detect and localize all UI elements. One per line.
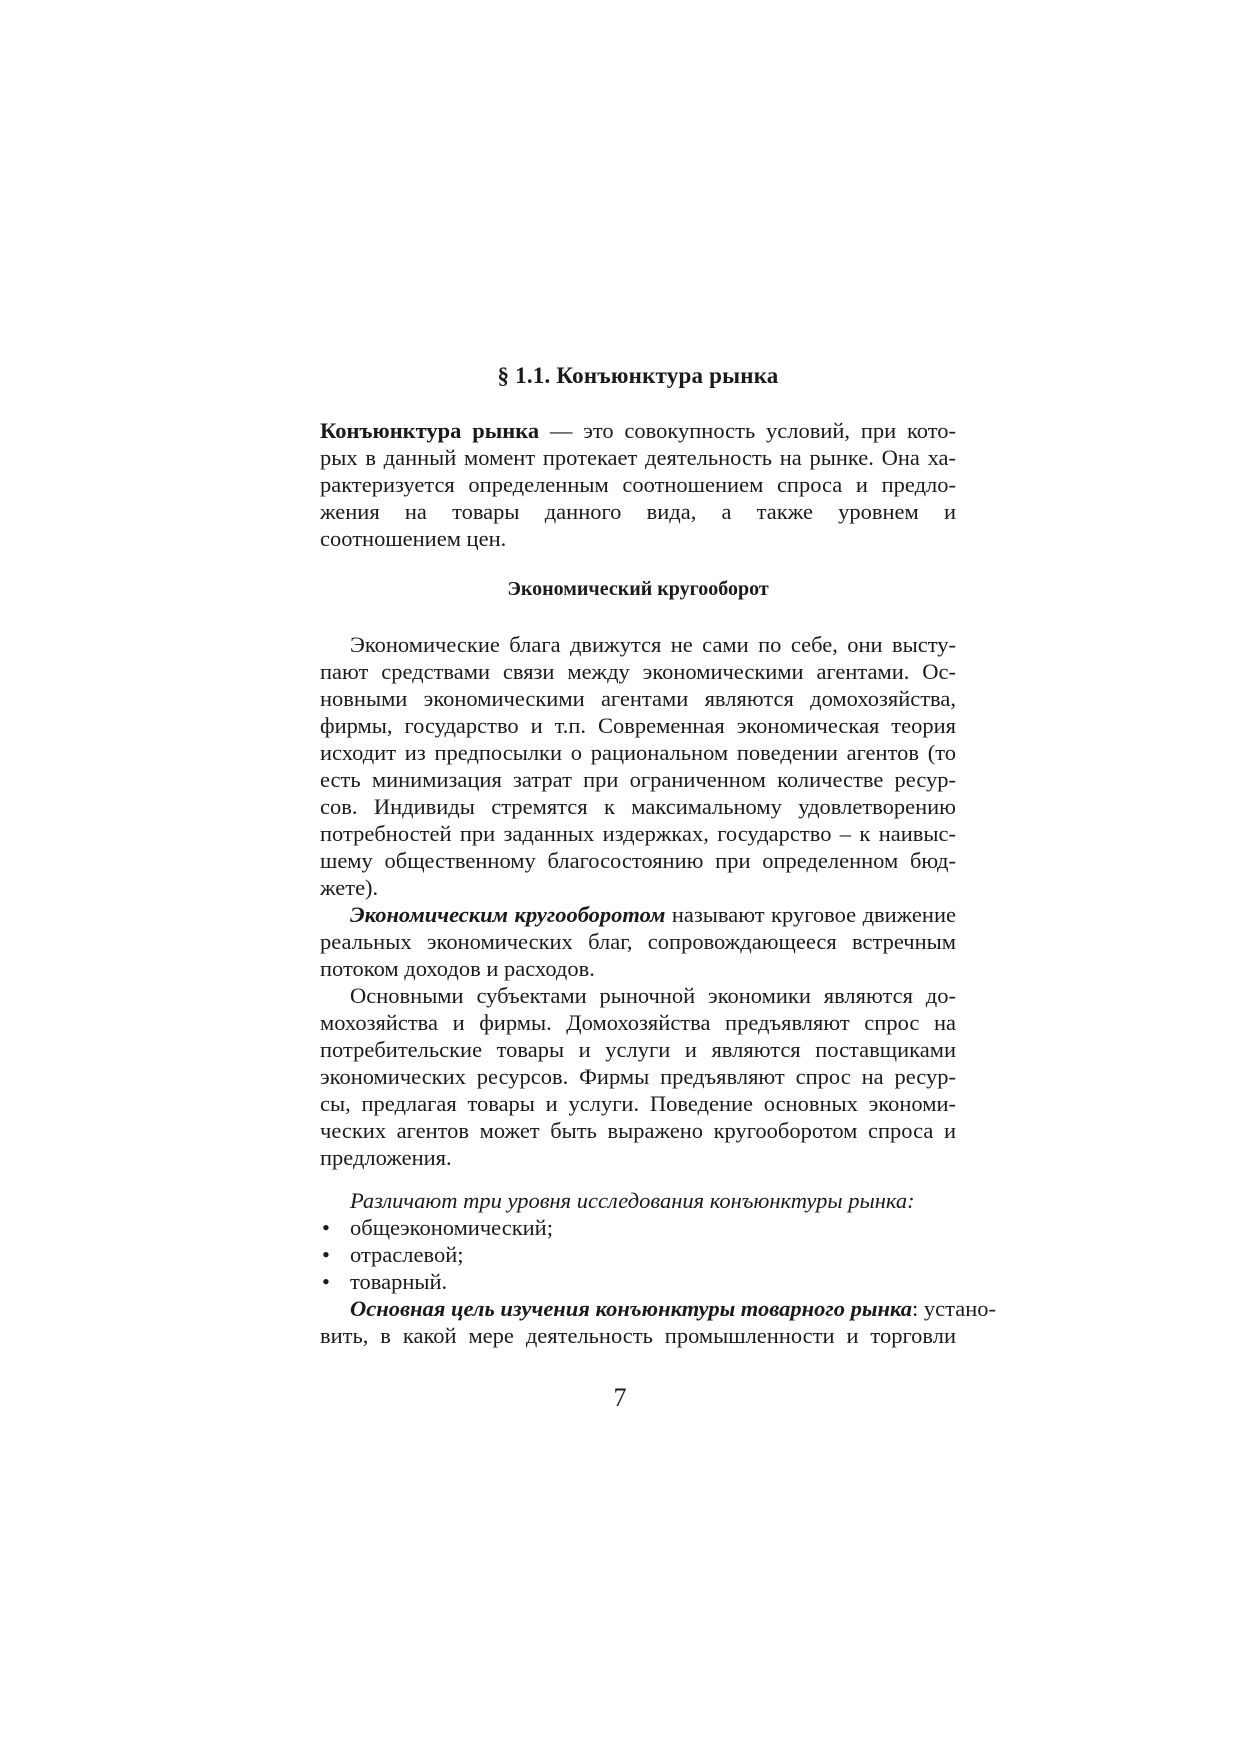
paragraph-agents: [320, 631, 956, 901]
para3-line: экономических ресурсов. Фирмы предъявляют спрос на ресур-: [320, 1064, 956, 1089]
levels-intro-text: Различают три уровня исследования конъюнктуры рынка:: [350, 1188, 915, 1213]
para2-line-1-text: называют круговое движение: [665, 902, 956, 927]
para1-line: шему общественному благосостоянию при определенном бюд-: [320, 848, 956, 873]
para3-line: предложения.: [320, 1145, 452, 1170]
para1-line: потребностей при заданных издержках, государство – к наивыс-: [320, 821, 956, 846]
intro-line-2: рых в данный момент протекает деятельность на рынке. Она ха-: [320, 445, 956, 470]
bullet-icon: •: [322, 1215, 330, 1240]
list-item: [320, 1214, 956, 1241]
intro-line-4: жения на товары данного вида, а также уровнем и: [320, 499, 956, 524]
page-number: 7: [613, 1383, 627, 1412]
levels-list: [320, 1214, 956, 1295]
para3-line: мохозяйства и фирмы. Домохозяйства предъявляют спрос на: [320, 1010, 956, 1035]
list-item-text: отраслевой;: [350, 1242, 464, 1267]
goal-line-1-text: : устано-: [912, 1296, 997, 1321]
goal-line-1: [320, 1295, 997, 1322]
spacer: [320, 1171, 956, 1187]
bullet-icon: •: [322, 1269, 330, 1294]
intro-line-1: [320, 417, 956, 444]
paragraph-circular-flow: [320, 901, 956, 982]
list-item: [320, 1268, 956, 1295]
para1-line: есть минимизация затрат при ограниченном количестве ресур-: [320, 767, 956, 792]
para2-line-3: потоком доходов и расходов.: [320, 956, 595, 981]
list-item: [320, 1241, 956, 1268]
para1-line: исходит из предпосылки о рациональном поведении агентов (то: [320, 740, 956, 765]
intro-line-5: соотношением цен.: [320, 526, 507, 551]
para3-line: Основными субъектами рыночной экономики являются до-: [350, 983, 956, 1008]
para2-line-2: реальных экономических благ, сопровождающееся встречным: [320, 929, 956, 954]
list-item-text: товарный.: [350, 1269, 448, 1294]
para3-line: ческих агентов может быть выражено кругооборотом спроса и: [320, 1118, 956, 1143]
para1-line: жете).: [320, 875, 379, 900]
para1-line: новными экономическими агентами являются домохозяйства,: [320, 686, 956, 711]
intro-term: Конъюнктура рынка: [320, 418, 540, 443]
goal-term: Основная цель изучения конъюнктуры товарного рынка: [350, 1296, 913, 1321]
para1-line: пают средствами связи между экономическими агентами. Ос-: [320, 659, 956, 684]
intro-line-1-text: — это совокупность условий, при кото-: [539, 418, 956, 443]
para3-line: потребительские товары и услуги и являются поставщиками: [320, 1037, 956, 1062]
para1-line: Экономические блага движутся не сами по себе, они высту-: [350, 632, 956, 657]
list-item-text: общеэкономический;: [350, 1215, 553, 1240]
paragraph-subjects: [320, 982, 956, 1171]
para3-line: сы, предлагая товары и услуги. Поведение основных экономи-: [320, 1091, 956, 1116]
goal-line-2: вить, в какой мере деятельность промышленности и торговли: [320, 1323, 956, 1348]
para1-line: сов. Индивиды стремятся к максимальному удовлетворению: [320, 794, 956, 819]
bullet-icon: •: [322, 1242, 330, 1267]
para1-line: фирмы, государство и т.п. Современная экономическая теория: [320, 713, 956, 738]
paragraph-goal: [320, 1295, 997, 1349]
section-title: § 1.1. Конъюнктура рынка: [497, 363, 779, 388]
page-body: [320, 362, 997, 1349]
intro-paragraph: [320, 417, 956, 552]
levels-intro: [320, 1187, 956, 1214]
para2-line-1: [320, 901, 956, 928]
intro-line-3: рактеризуется определенным соотношением спроса и предло-: [320, 472, 956, 497]
para2-term: Экономическим кругооборотом: [350, 902, 666, 927]
subsection-title: Экономический кругооборот: [507, 578, 769, 600]
